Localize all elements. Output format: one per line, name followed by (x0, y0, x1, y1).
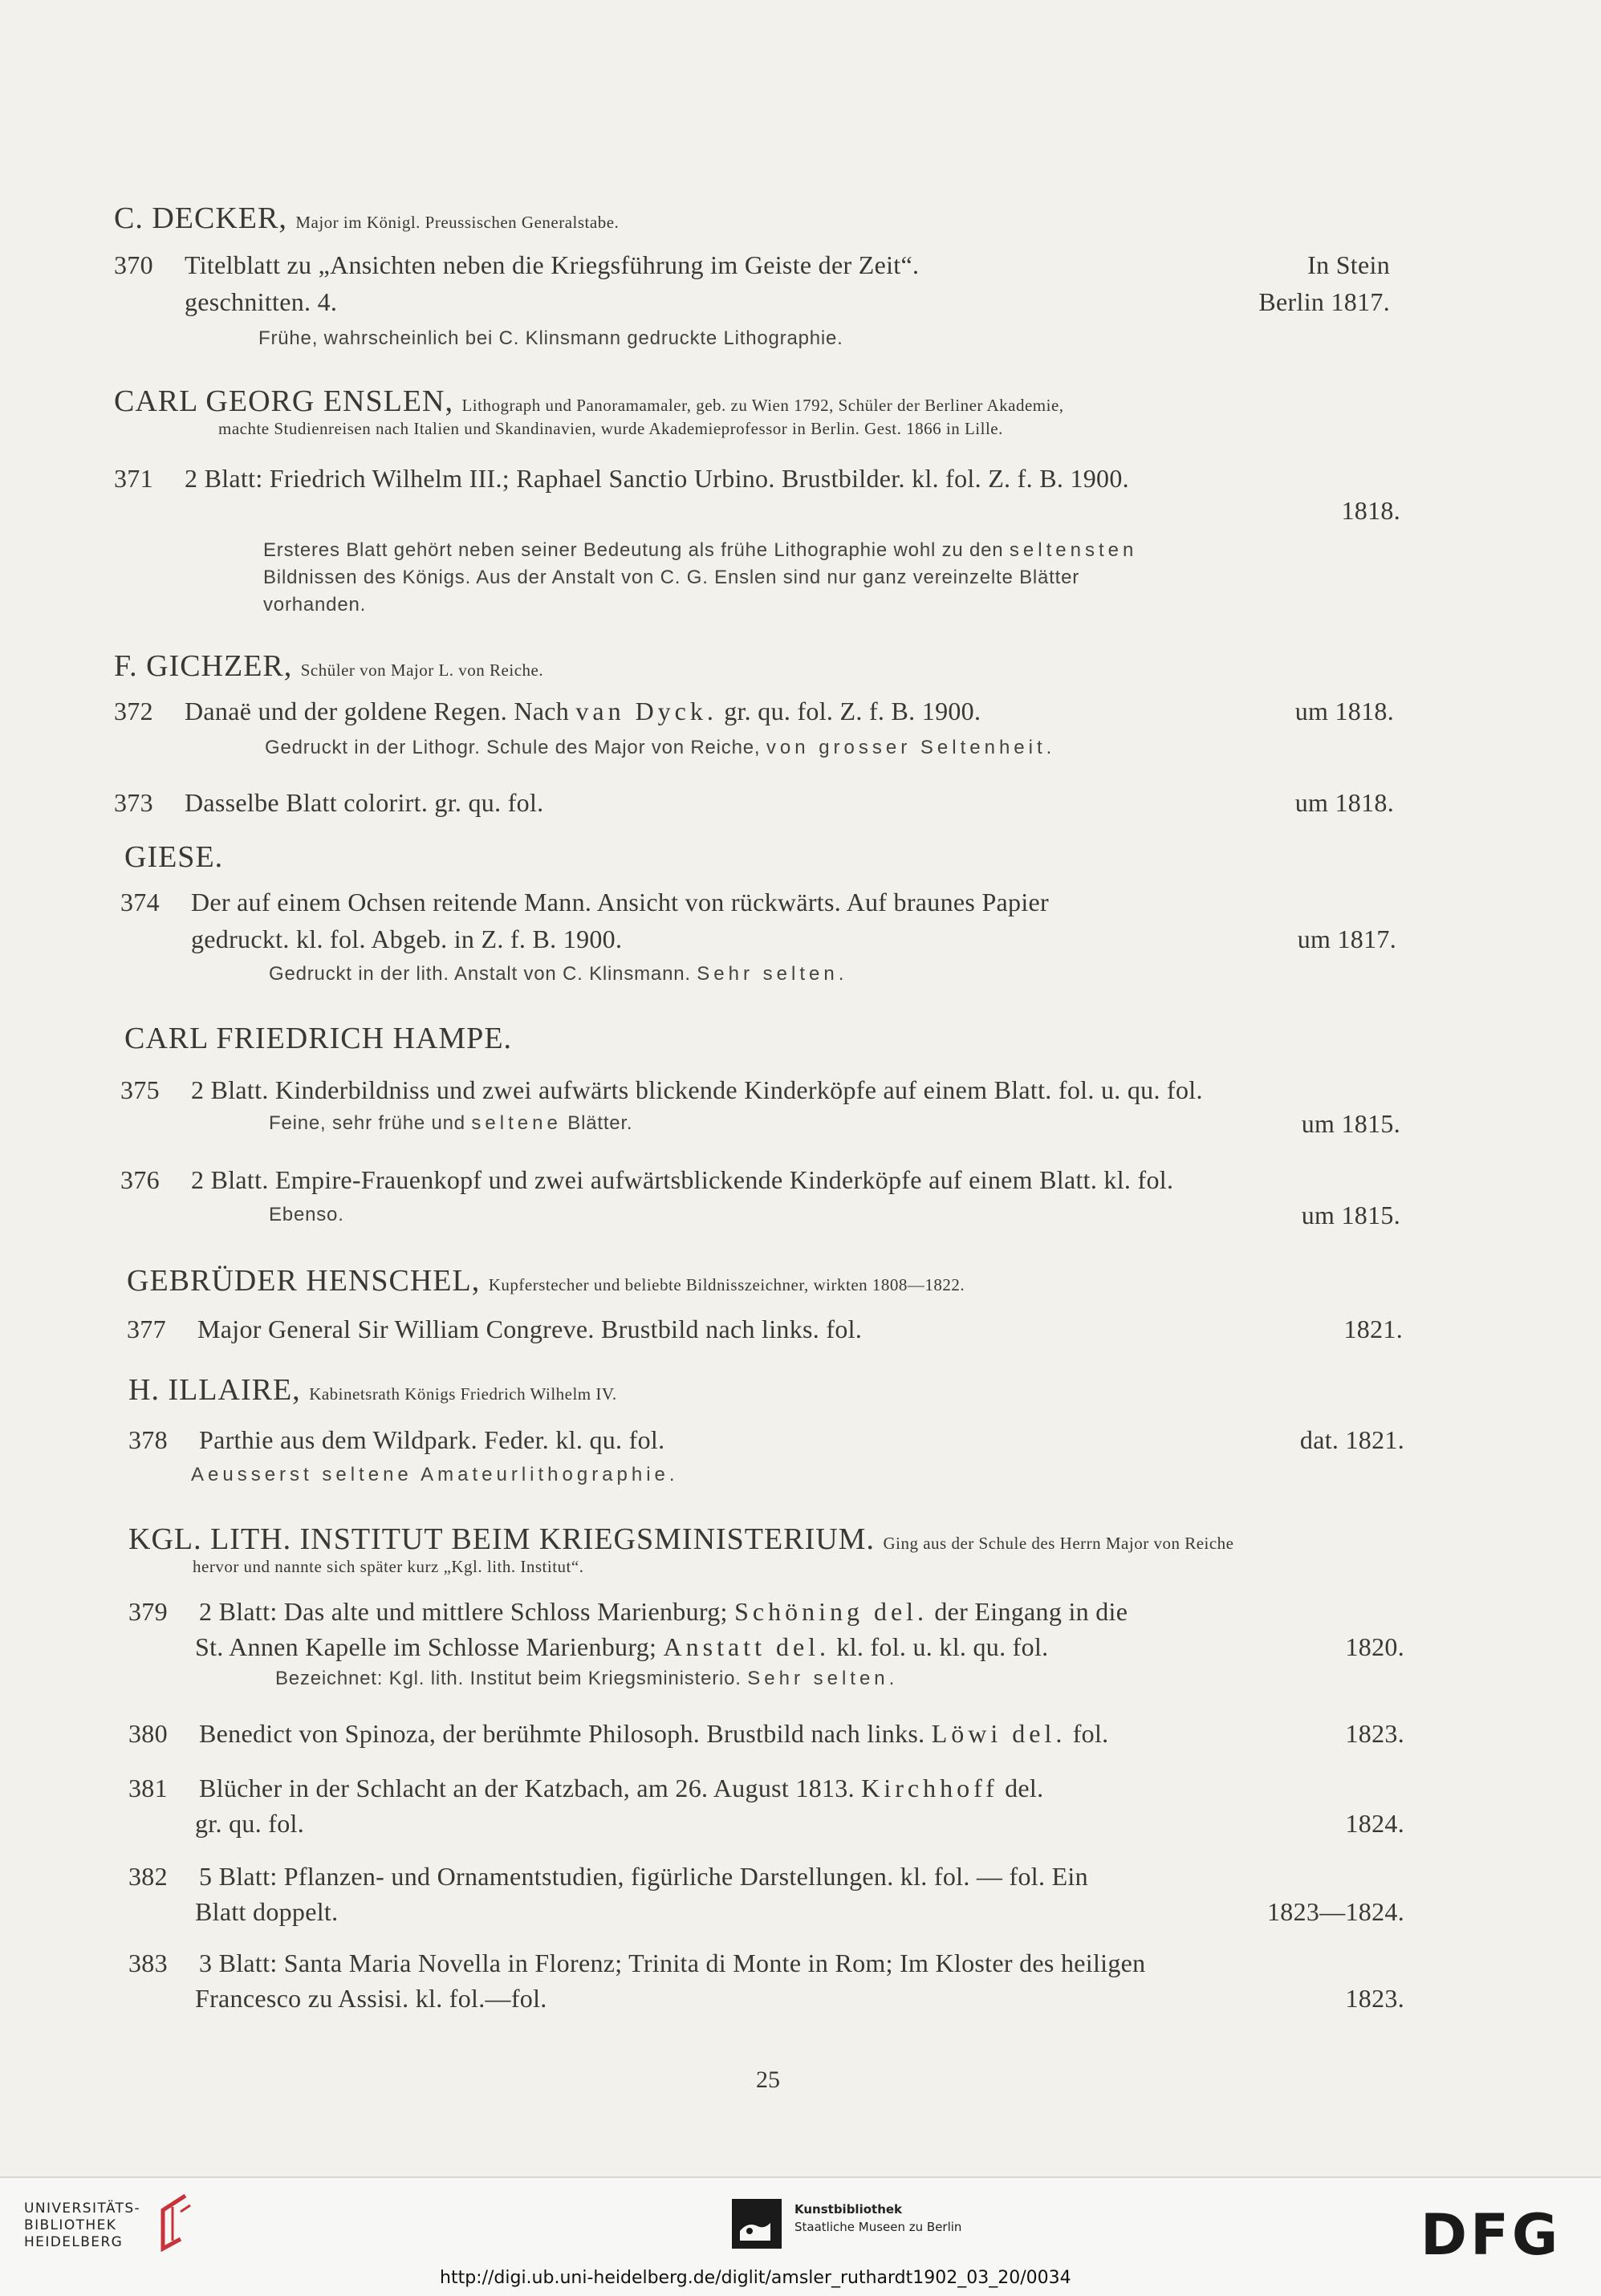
entry-number: 379 (128, 1597, 168, 1626)
heading-description: Lithograph und Panoramamaler, geb. zu Wien 1792, Schüler der Berliner Akademie, (461, 396, 1064, 415)
heading-name: GEBRÜDER HENSCHEL, (127, 1264, 481, 1298)
section-heading-decker (114, 201, 619, 236)
entry-date: um 1818. (1294, 788, 1394, 817)
entry-date: Berlin 1817. (1258, 287, 1390, 316)
entry-text: gr. qu. fol. Z. f. B. 1900. (724, 697, 981, 725)
entry-number: 374 (120, 888, 160, 916)
heading-description: Kabinetsrath Königs Friedrich Wilhelm IV. (309, 1384, 617, 1404)
entry-artist: Kirchhoff (861, 1774, 998, 1802)
entry-text: Danaë und der goldene Regen. Nach (185, 697, 570, 725)
entry-text: In Stein (1307, 250, 1390, 279)
entry-date: 1823—1824. (1267, 1897, 1404, 1926)
catalog-entry-375 (120, 1075, 1400, 1105)
catalog-entry-375-line2 (269, 1109, 1400, 1138)
entry-date: 1821. (1343, 1315, 1403, 1343)
entry-note (265, 737, 1055, 759)
catalog-entry-382 (128, 1862, 1404, 1892)
catalog-entry-370 (114, 250, 1390, 280)
catalog-entry-383-line2 (195, 1984, 1404, 2014)
kunstbibliothek-label[interactable] (794, 2201, 961, 2236)
entry-text: 2 Blatt: Das alte und mittlere Schloss Marienburg; (199, 1597, 728, 1626)
heading-description: Kupferstecher und beliebte Bildnisszeichner, wirkten 1808—1822. (488, 1275, 965, 1294)
digitization-footer (0, 2176, 1601, 2296)
catalog-entry-378 (128, 1425, 1404, 1455)
entry-artist: Anstatt del. (663, 1632, 831, 1661)
kb-subtitle: Staatliche Museen zu Berlin (794, 2220, 962, 2234)
entry-text: kl. fol. u. kl. qu. fol. (836, 1632, 1049, 1661)
entry-text: 2 Blatt. Kinderbildniss und zwei aufwärts blickende Kinderköpfe auf einem Blatt. fol. u. qu. fol. (191, 1075, 1203, 1104)
dfg-logo[interactable]: DFG (1420, 2202, 1562, 2268)
note-text: Blätter. (567, 1112, 633, 1134)
entry-text: 5 Blatt: Pflanzen- und Ornamentstudien, figürliche Darstellungen. kl. fol. — fol. Ein (199, 1862, 1088, 1891)
entry-note (263, 539, 1137, 562)
catalog-entry-374-line2 (191, 924, 1396, 954)
catalog-entry-376 (120, 1165, 1400, 1195)
entry-date: 1824. (1345, 1809, 1404, 1838)
entry-text: Dasselbe Blatt colorirt. gr. qu. fol. (185, 788, 544, 817)
entry-note (275, 1668, 898, 1690)
heading-name: KGL. LITH. INSTITUT BEIM KRIEGSMINISTERIUM. (128, 1522, 875, 1556)
entry-date: dat. 1821. (1299, 1425, 1404, 1454)
catalog-entry-373 (114, 788, 1394, 818)
section-heading-giese (124, 839, 223, 875)
entry-text: Benedict von Spinoza, der berühmte Philosoph. Brustbild nach links. (199, 1719, 925, 1748)
section-heading-illaire (128, 1372, 617, 1408)
entry-note: Bildnissen des Königs. Aus der Anstalt von C. G. Enslen sind nur ganz vereinzelte Blätter (263, 567, 1080, 588)
section-heading-gichzer (114, 648, 543, 684)
catalog-entry-376-line2 (269, 1201, 1400, 1229)
catalog-entry-377 (127, 1315, 1403, 1344)
university-library-label[interactable] (24, 2201, 140, 2251)
kb-title: Kunstbibliothek (794, 2202, 903, 2217)
entry-note (269, 1112, 632, 1134)
catalog-entry-372 (114, 697, 1394, 726)
note-text: Feine, sehr frühe und (269, 1112, 465, 1134)
entry-number: 371 (114, 464, 153, 493)
catalog-entry-379-line2 (195, 1632, 1404, 1662)
catalog-entry-380 (128, 1719, 1404, 1749)
section-heading-henschel (127, 1263, 965, 1298)
entry-number: 373 (114, 788, 153, 817)
entry-number: 381 (128, 1774, 168, 1802)
catalog-entry-371 (114, 464, 1402, 494)
entry-date: um 1815. (1301, 1201, 1400, 1229)
entry-date: um 1817. (1297, 924, 1396, 953)
catalog-entry-374 (120, 888, 1396, 917)
heading-name: CARL FRIEDRICH HAMPE. (124, 1022, 513, 1055)
catalog-entry-382-line2 (195, 1897, 1404, 1927)
section-heading-enslen (114, 384, 1064, 419)
entry-text: 3 Blatt: Santa Maria Novella in Florenz; Trinita di Monte in Rom; Im Kloster des heiligen (199, 1949, 1146, 1977)
note-text: Gedruckt in der Lithogr. Schule des Major von Reiche, (265, 737, 761, 758)
entry-artist: van Dyck. (575, 697, 717, 725)
entry-date: 1818. (1341, 496, 1400, 525)
heading-description: hervor und nannte sich später kurz „Kgl. lith. Institut“. (193, 1557, 584, 1576)
entry-text: gr. qu. fol. (195, 1809, 305, 1838)
entry-number: 382 (128, 1862, 168, 1891)
note-emphasis: von grosser Seltenheit. (766, 737, 1056, 758)
ub-text: HEIDELBERG (24, 2234, 124, 2250)
entry-artist: Schöning del. (734, 1597, 928, 1626)
entry-text: Der auf einem Ochsen reitende Mann. Ansicht von rückwärts. Auf braunes Papier (191, 888, 1050, 916)
heading-description: Ging aus der Schule des Herrn Major von Reiche (883, 1534, 1234, 1553)
entry-number: 380 (128, 1719, 168, 1748)
note-emphasis: Sehr selten. (697, 963, 848, 985)
catalog-entry-379 (128, 1597, 1404, 1627)
entry-text: gedruckt. kl. fol. Abgeb. in Z. f. B. 1900. (191, 924, 623, 953)
entry-number: 377 (127, 1315, 166, 1343)
entry-date: um 1815. (1301, 1109, 1400, 1138)
heading-name: C. DECKER, (114, 201, 287, 235)
section-heading-kgl (128, 1522, 1234, 1557)
entry-text: der Eingang in die (934, 1597, 1128, 1626)
note-text: Bezeichnet: Kgl. lith. Institut beim Kriegsministerio. (275, 1668, 742, 1689)
ub-text: BIBLIOTHEK (24, 2217, 117, 2233)
entry-text: Parthie aus dem Wildpark. Feder. kl. qu. fol. (199, 1425, 665, 1454)
note-text: Gedruckt in der lith. Anstalt von C. Klinsmann. (269, 963, 691, 985)
catalog-entry-381-line2 (195, 1809, 1404, 1839)
page-number: 25 (756, 2066, 780, 2093)
heading-name: GIESE. (124, 840, 224, 874)
entry-text: 2 Blatt: Friedrich Wilhelm III.; Raphael Sanctio Urbino. Brustbilder. kl. fol. Z. f. B. 1900. (185, 464, 1129, 493)
note-emphasis: seltene (471, 1112, 562, 1134)
note-text: Ersteres Blatt gehört neben seiner Bedeutung als frühe Lithographie wohl zu den (263, 539, 1004, 561)
entry-number: 370 (114, 250, 153, 279)
catalog-entry-370-line2 (185, 287, 1390, 317)
heading-description: Schüler von Major L. von Reiche. (300, 660, 544, 680)
entry-text: 2 Blatt. Empire-Frauenkopf und zwei aufwärtsblickende Kinderköpfe auf einem Blatt. kl. fol. (191, 1165, 1174, 1194)
entry-text: Major General Sir William Congreve. Brustbild nach links. fol. (197, 1315, 863, 1343)
entry-date: 1823. (1345, 1719, 1404, 1748)
catalog-entry-381 (128, 1774, 1404, 1803)
entry-note (269, 963, 847, 985)
entry-text: Blücher in der Schlacht an der Katzbach, am 26. August 1813. (199, 1774, 855, 1802)
entry-note: vorhanden. (263, 594, 367, 616)
entry-artist: Löwi del. (931, 1719, 1067, 1748)
entry-text: del. (1005, 1774, 1044, 1802)
kunstbibliothek-logo-icon[interactable] (732, 2199, 782, 2249)
entry-date: 1823. (1345, 1984, 1404, 2013)
entry-note: Ebenso. (269, 1204, 344, 1225)
entry-number: 378 (128, 1425, 168, 1454)
permalink-url[interactable]: http://digi.ub.uni-heidelberg.de/diglit/amsler_ruthardt1902_03_20/0034 (440, 2268, 1071, 2288)
heading-name: H. ILLAIRE, (128, 1373, 301, 1407)
catalog-entry-383 (128, 1949, 1404, 1978)
heading-name: F. GICHZER, (114, 649, 293, 683)
ub-text: UNIVERSITÄTS- (24, 2201, 141, 2217)
entry-date: um 1818. (1294, 697, 1394, 725)
heidelberg-library-logo-icon[interactable] (148, 2192, 197, 2255)
heading-name: CARL GEORG ENSLEN, (114, 384, 453, 418)
heading-description: Major im Königl. Preussischen Generalstabe. (295, 213, 620, 232)
entry-text: geschnitten. 4. (185, 287, 338, 316)
entry-number: 375 (120, 1075, 160, 1104)
entry-text: Titelblatt zu „Ansichten neben die Kriegsführung im Geiste der Zeit“. (185, 250, 920, 279)
heading-description: machte Studienreisen nach Italien und Skandinavien, wurde Akademieprofessor in Berlin. Gest. 1866 in Lille. (218, 419, 1003, 438)
entry-number: 376 (120, 1165, 160, 1194)
note-emphasis: Sehr selten. (747, 1668, 899, 1689)
entry-date: 1820. (1345, 1632, 1404, 1661)
entry-text: Blatt doppelt. (195, 1897, 339, 1926)
entry-text: fol. (1072, 1719, 1109, 1748)
entry-note: Frühe, wahrscheinlich bei C. Klinsmann gedruckte Lithographie. (258, 327, 843, 349)
entry-number: 383 (128, 1949, 168, 1977)
entry-text: St. Annen Kapelle im Schlosse Marienburg; (195, 1632, 657, 1661)
note-emphasis: seltensten (1009, 539, 1138, 561)
entry-number: 372 (114, 697, 153, 725)
section-heading-hampe (124, 1021, 512, 1056)
entry-text: Francesco zu Assisi. kl. fol.—fol. (195, 1984, 547, 2013)
entry-note: Aeusserst seltene Amateurlithographie. (191, 1464, 679, 1485)
